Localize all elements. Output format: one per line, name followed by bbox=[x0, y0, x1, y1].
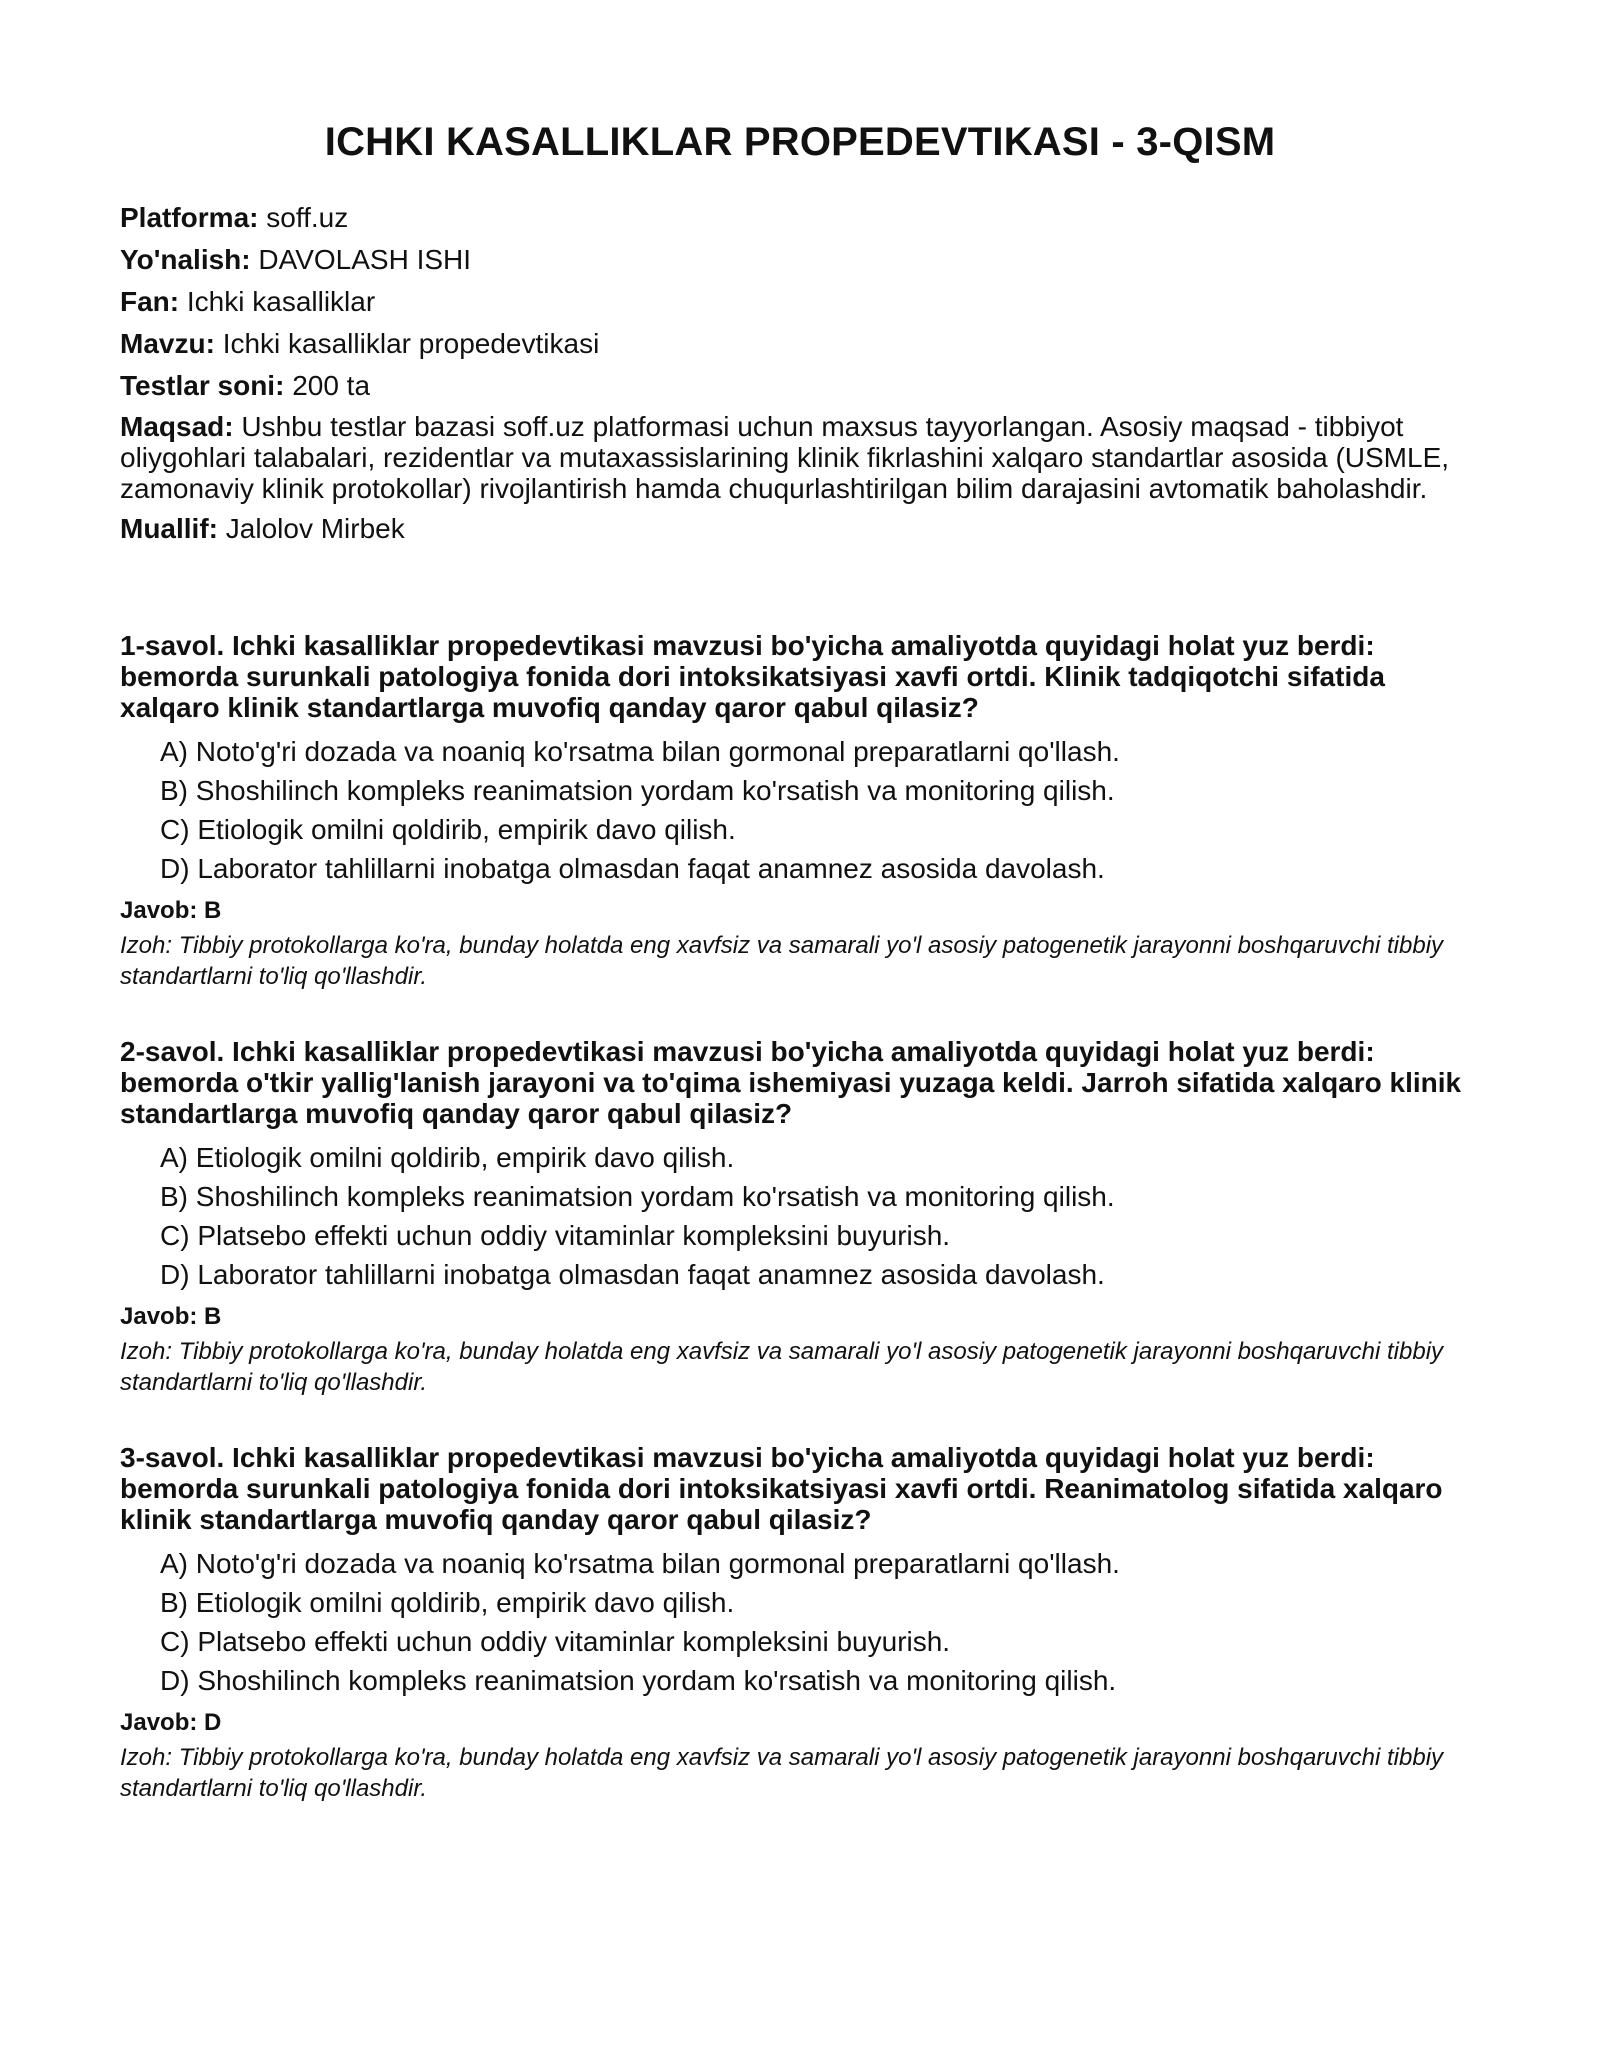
question-block bbox=[120, 630, 1480, 992]
meta-value: DAVOLASH ISHI bbox=[258, 244, 472, 275]
meta-label: Yo'nalish: bbox=[120, 244, 251, 275]
answer-option: D) Laborator tahlillarni inobatga olmasdan faqat anamnez asosida davolash. bbox=[160, 853, 1105, 884]
document-title: ICHKI KASALLIKLAR PROPEDEVTIKASI - 3-QISM bbox=[324, 120, 1276, 164]
meta-subject bbox=[120, 285, 1480, 319]
question-text: 1-savol. Ichki kasalliklar propedevtikasi mavzusi bo'yicha amaliyotda quyidagi holat yuz berdi: bemorda surunkali patologiya fonida dori intoksikatsiyasi xavfi ortdi. Klinik tadqiqotchi sifatida xalqaro klinik standartlarga muvofiq qanday qaror qabul qilasiz? bbox=[120, 630, 1385, 723]
meta-author bbox=[120, 512, 1480, 546]
meta-label: Fan: bbox=[120, 286, 180, 317]
question-text: 3-savol. Ichki kasalliklar propedevtikasi mavzusi bo'yicha amaliyotda quyidagi holat yuz berdi: bemorda surunkali patologiya fonida dori intoksikatsiyasi xavfi ortdi. Reanimatolog sifatida xalqaro klinik standartlarga muvofiq qanday qaror qabul qilasiz? bbox=[120, 1442, 1443, 1535]
meta-value: Jalolov Mirbek bbox=[225, 513, 405, 544]
meta-value: 200 ta bbox=[292, 370, 371, 401]
meta-label: Muallif: bbox=[120, 513, 218, 544]
meta-purpose bbox=[120, 411, 1480, 504]
answer-option: A) Etiologik omilni qoldirib, empirik davo qilish. bbox=[160, 1142, 735, 1173]
explanation-note: Izoh: Tibbiy protokollarga ko'ra, bunday holatda eng xavfsiz va samarali yo'l asosiy patogenetik jarayonni boshqaruvchi tibbiy standartlarni to'liq qo'llashdir. bbox=[120, 1338, 1444, 1396]
meta-value: Ichki kasalliklar bbox=[186, 286, 376, 317]
answer-option: C) Etiologik omilni qoldirib, empirik davo qilish. bbox=[160, 814, 736, 845]
meta-value: Ushbu testlar bazasi soff.uz platformasi uchun maxsus tayyorlangan. Asosiy maqsad - tibbiyot oliygohlari talabalari, rezidentlar va mutaxassislarining klinik fikrlashini xalqaro standartlar asosida (USMLE, zamonaviy klinik protokollar) rivojlantirish hamda chuqurlashtirilgan bilim darajasini avtomatik baholashdir. bbox=[120, 411, 1450, 504]
answer-option: A) Noto'g'ri dozada va noaniq ko'rsatma bilan gormonal preparatlarni qo'llash. bbox=[160, 736, 1120, 767]
answer-option: D) Shoshilinch kompleks reanimatsion yordam ko'rsatish va monitoring qilish. bbox=[160, 1665, 1117, 1696]
correct-answer: Javob: D bbox=[120, 1709, 222, 1736]
meta-direction bbox=[120, 243, 1480, 277]
meta-topic bbox=[120, 327, 1480, 361]
meta-label: Platforma: bbox=[120, 202, 259, 233]
correct-answer: Javob: B bbox=[120, 897, 222, 924]
meta-label: Mavzu: bbox=[120, 328, 215, 359]
answer-option: B) Etiologik omilni qoldirib, empirik davo qilish. bbox=[160, 1587, 735, 1618]
answer-option: B) Shoshilinch kompleks reanimatsion yordam ko'rsatish va monitoring qilish. bbox=[160, 1181, 1115, 1212]
metadata-block bbox=[120, 201, 1480, 546]
explanation-note: Izoh: Tibbiy protokollarga ko'ra, bunday holatda eng xavfsiz va samarali yo'l asosiy patogenetik jarayonni boshqaruvchi tibbiy standartlarni to'liq qo'llashdir. bbox=[120, 932, 1444, 990]
answer-option: A) Noto'g'ri dozada va noaniq ko'rsatma bilan gormonal preparatlarni qo'llash. bbox=[160, 1548, 1120, 1579]
meta-platform bbox=[120, 201, 1480, 235]
meta-value: soff.uz bbox=[266, 202, 349, 233]
explanation-note: Izoh: Tibbiy protokollarga ko'ra, bunday holatda eng xavfsiz va samarali yo'l asosiy patogenetik jarayonni boshqaruvchi tibbiy standartlarni to'liq qo'llashdir. bbox=[120, 1744, 1444, 1802]
meta-value: Ichki kasalliklar propedevtikasi bbox=[222, 328, 600, 359]
question-text: 2-savol. Ichki kasalliklar propedevtikasi mavzusi bo'yicha amaliyotda quyidagi holat yuz berdi: bemorda o'tkir yallig'lanish jarayoni va to'qima ishemiyasi yuzaga keldi. Jarroh sifatida xalqaro klinik standartlarga muvofiq qanday qaror qabul qilasiz? bbox=[120, 1036, 1462, 1129]
answer-option: D) Laborator tahlillarni inobatga olmasdan faqat anamnez asosida davolash. bbox=[160, 1259, 1105, 1290]
question-block bbox=[120, 1442, 1480, 1804]
meta-test-count bbox=[120, 369, 1480, 403]
question-block bbox=[120, 1036, 1480, 1398]
question-list bbox=[120, 630, 1480, 1804]
correct-answer: Javob: B bbox=[120, 1303, 222, 1330]
answer-option: C) Platsebo effekti uchun oddiy vitaminlar kompleksini buyurish. bbox=[160, 1626, 951, 1657]
meta-label: Testlar soni: bbox=[120, 370, 285, 401]
answer-option: B) Shoshilinch kompleks reanimatsion yordam ko'rsatish va monitoring qilish. bbox=[160, 775, 1115, 806]
answer-option: C) Platsebo effekti uchun oddiy vitaminlar kompleksini buyurish. bbox=[160, 1220, 951, 1251]
meta-label: Maqsad: bbox=[120, 411, 234, 442]
